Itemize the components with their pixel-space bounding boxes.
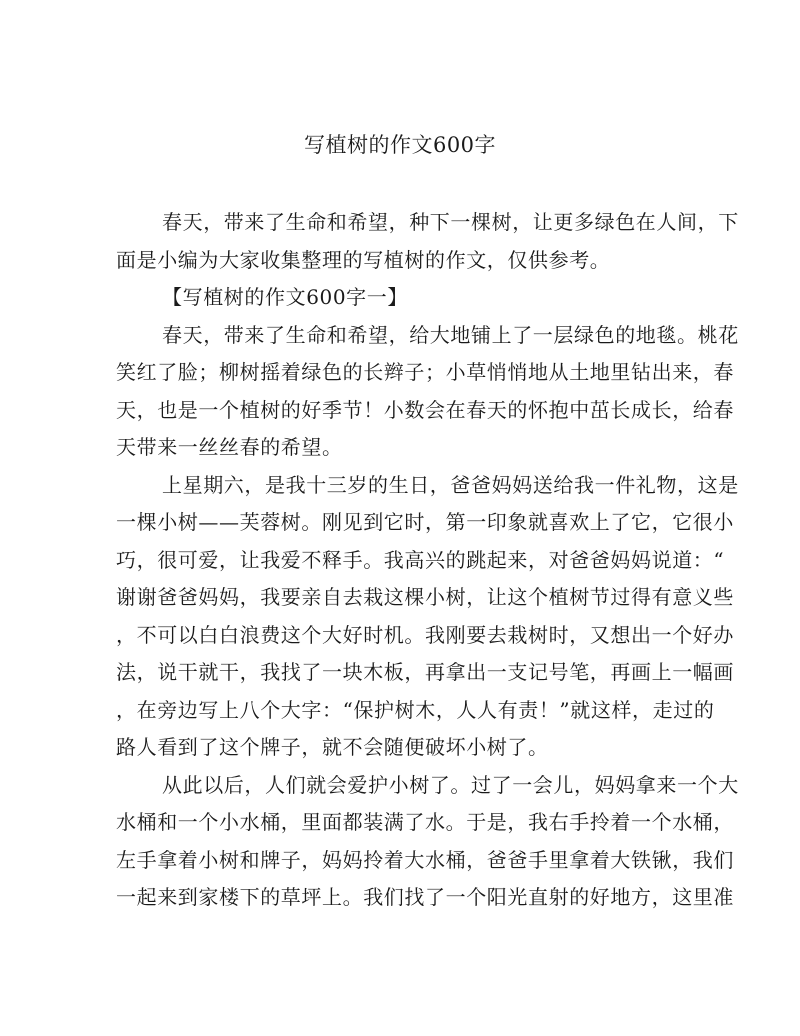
paragraph-line: 水桶和一个小水桶，里面都装满了水。于是，我右手拎着一个水桶， [116,810,734,834]
paragraph-line: 笑红了脸；柳树摇着绿色的长辫子；小草悄悄地从土地里钻出来，春 [116,360,734,384]
paragraph-line: 【写植树的作文600字一】 [162,285,408,309]
paragraph-line: 路人看到了这个牌子，就不会随便破坏小树了。 [116,735,549,759]
paragraph-line: 天，也是一个植树的好季节！小数会在春天的怀抱中茁长成长，给春 [116,397,734,422]
paragraph-line: 左手拿着小树和牌子，妈妈拎着大水桶，爸爸手里拿着大铁锹，我们 [116,847,734,872]
paragraph-line: 谢谢爸爸妈妈，我要亲自去栽这棵小树，让这个植树节过得有意义些 [116,585,734,609]
paragraph-line: 从此以后，人们就会爱护小树了。过了一会儿，妈妈拿来一个大 [162,772,739,797]
paragraph-line: 春天，带来了生命和希望，给大地铺上了一层绿色的地毯。桃花 [162,322,739,347]
paragraph-line: 上星期六，是我十三岁的生日，爸爸妈妈送给我一件礼物，这是 [162,472,739,497]
paragraph-line: ，在旁边写上八个大字：“保护树木，人人有责！”就这样，走过的 [116,697,715,722]
paragraph-line: ，不可以白白浪费这个大好时机。我刚要去栽树时，又想出一个好办 [116,622,734,647]
document-title: 写植树的作文600字 [303,133,497,157]
paragraph-line: 天带来一丝丝春的希望。 [116,435,343,459]
paragraph-line: 法，说干就干，我找了一块木板，再拿出一支记号笔，再画上一幅画 [116,660,734,684]
paragraph-line: 面是小编为大家收集整理的写植树的作文，仅供参考。 [116,247,611,272]
paragraph-line: 巧，很可爱，让我爱不释手。我高兴的跳起来，对爸爸妈妈说道：“ [116,547,725,572]
paragraph-line: 一棵小树——芙蓉树。刚见到它时，第一印象就喜欢上了它，它很小 [116,510,734,534]
paragraph-line: 春天，带来了生命和希望，种下一棵树，让更多绿色在人间，下 [162,210,739,234]
paragraph-line: 一起来到家楼下的草坪上。我们找了一个阳光直射的好地方，这里准 [116,885,734,909]
document-body [116,204,739,917]
